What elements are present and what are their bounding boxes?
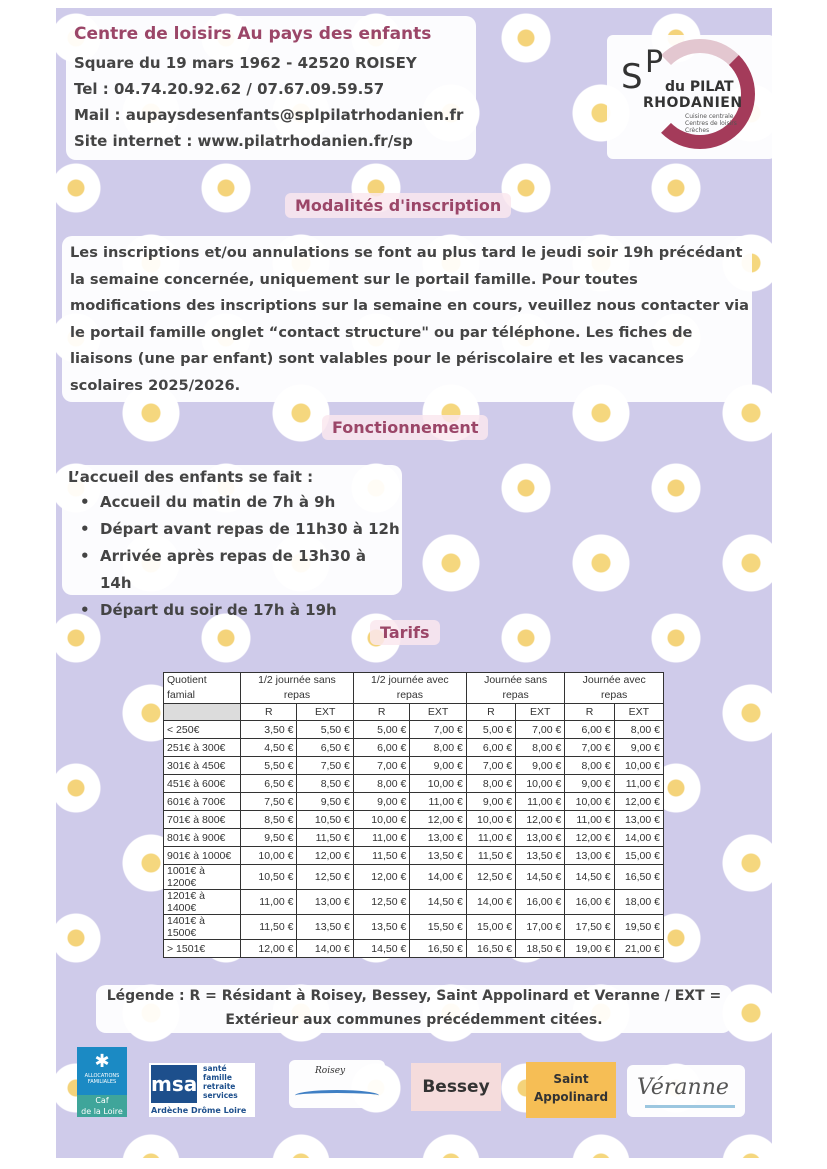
price-ext-cell: 18,50 € (516, 940, 565, 958)
header-ext: EXT (297, 704, 353, 721)
header-r: R (565, 704, 614, 721)
bullet-icon: • (80, 547, 90, 565)
price-ext-cell: 11,50 € (297, 829, 353, 847)
header-ext: EXT (410, 704, 466, 721)
spl-logo (607, 35, 775, 159)
veranne-logo (627, 1065, 745, 1117)
msa-word: santé (203, 1064, 227, 1073)
header-ext: EXT (614, 704, 663, 721)
price-r-cell: 11,50 € (241, 915, 297, 940)
logo-subtitle: Cuisine centrale Centres de loisirs Crèches (685, 113, 737, 134)
price-r-cell: 10,00 € (565, 793, 614, 811)
price-r-cell: 8,00 € (565, 757, 614, 775)
caf-name: Caf (95, 1096, 109, 1105)
price-ext-cell: 10,00 € (614, 757, 663, 775)
price-ext-cell: 14,50 € (410, 890, 466, 915)
price-r-cell: 6,50 € (241, 775, 297, 793)
price-ext-cell: 13,50 € (410, 847, 466, 865)
price-r-cell: 7,50 € (241, 793, 297, 811)
price-ext-cell: 16,50 € (614, 865, 663, 890)
price-ext-cell: 10,00 € (516, 775, 565, 793)
list-item-text: Arrivée après repas de 13h30 à 14h (100, 547, 366, 592)
price-r-cell: 16,50 € (466, 940, 515, 958)
price-ext-cell: 14,00 € (297, 940, 353, 958)
modalites-card (62, 236, 752, 402)
logo-letter-s: S (621, 57, 643, 97)
price-r-cell: 9,00 € (466, 793, 515, 811)
header-r: R (466, 704, 515, 721)
logo-letter-p: P (645, 45, 664, 80)
price-ext-cell: 7,00 € (410, 721, 466, 739)
caf-logo (77, 1047, 127, 1117)
msa-word: services (203, 1091, 238, 1100)
price-r-cell: 6,00 € (353, 739, 409, 757)
price-r-cell: 9,00 € (565, 775, 614, 793)
legend-line1: Légende : R = Résidant à Roisey, Bessey, Saint Appolinard et Veranne / EXT = (106, 988, 722, 1004)
price-r-cell: 11,00 € (353, 829, 409, 847)
price-ext-cell: 6,50 € (297, 739, 353, 757)
price-r-cell: 5,00 € (353, 721, 409, 739)
header-r: R (353, 704, 409, 721)
price-ext-cell: 16,50 € (410, 940, 466, 958)
msa-region: Ardèche Drôme Loire (151, 1106, 247, 1115)
msa-word: retraite (203, 1082, 236, 1091)
price-ext-cell: 13,50 € (297, 915, 353, 940)
caf-family-icon: ✱ (94, 1051, 110, 1072)
phone: Tel : 04.74.20.92.62 / 07.67.09.59.57 (74, 80, 385, 98)
table-row (164, 890, 664, 915)
center-title: Centre de loisirs Au pays des enfants (74, 24, 432, 44)
roisey-logo (289, 1060, 385, 1108)
header-group: Journée avec repas (565, 673, 664, 704)
price-ext-cell: 9,00 € (516, 757, 565, 775)
price-ext-cell: 16,00 € (516, 890, 565, 915)
price-ext-cell: 7,00 € (516, 721, 565, 739)
tarifs-title: Tarifs (370, 620, 440, 645)
quotient-cell: 1201€ à 1400€ (164, 890, 241, 915)
price-ext-cell: 8,50 € (297, 775, 353, 793)
header-group: 1/2 journée sans repas (241, 673, 354, 704)
price-r-cell: 19,00 € (565, 940, 614, 958)
price-r-cell: 11,00 € (241, 890, 297, 915)
price-r-cell: 12,50 € (353, 890, 409, 915)
price-ext-cell: 8,00 € (410, 739, 466, 757)
table-row (164, 847, 664, 865)
price-ext-cell: 13,50 € (516, 847, 565, 865)
tarifs-table (163, 672, 664, 958)
wave-icon (295, 1090, 379, 1101)
price-ext-cell: 19,50 € (614, 915, 663, 940)
price-r-cell: 14,50 € (565, 865, 614, 890)
price-ext-cell: 21,00 € (614, 940, 663, 958)
price-ext-cell: 10,50 € (297, 811, 353, 829)
price-r-cell: 10,00 € (241, 847, 297, 865)
header-group: Journée sans repas (466, 673, 565, 704)
price-ext-cell: 12,00 € (614, 793, 663, 811)
price-r-cell: 11,50 € (466, 847, 515, 865)
table-subheader-row (164, 704, 664, 721)
price-ext-cell: 18,00 € (614, 890, 663, 915)
price-ext-cell: 8,00 € (614, 721, 663, 739)
bullet-icon: • (80, 601, 90, 619)
price-ext-cell: 12,00 € (516, 811, 565, 829)
header-empty (164, 704, 241, 721)
price-r-cell: 6,00 € (466, 739, 515, 757)
table-row (164, 775, 664, 793)
price-ext-cell: 11,00 € (614, 775, 663, 793)
price-r-cell: 9,00 € (353, 793, 409, 811)
table-row (164, 865, 664, 890)
price-r-cell: 14,50 € (353, 940, 409, 958)
legend-card (96, 985, 732, 1033)
accueil-lead: L’accueil des enfants se fait : (68, 468, 314, 486)
quotient-cell: 1001€ à 1200€ (164, 865, 241, 890)
tarifs-body (164, 721, 664, 958)
fonctionnement-title: Fonctionnement (322, 415, 488, 440)
price-r-cell: 3,50 € (241, 721, 297, 739)
quotient-cell: 601€ à 700€ (164, 793, 241, 811)
list-item (80, 516, 402, 543)
quotient-cell: < 250€ (164, 721, 241, 739)
bullet-icon: • (80, 493, 90, 511)
price-r-cell: 8,00 € (466, 775, 515, 793)
price-r-cell: 12,50 € (466, 865, 515, 890)
price-ext-cell: 9,00 € (614, 739, 663, 757)
price-r-cell: 13,50 € (353, 915, 409, 940)
table-row (164, 721, 664, 739)
quotient-cell: 901€ à 1000€ (164, 847, 241, 865)
price-r-cell: 13,00 € (565, 847, 614, 865)
wave-icon (645, 1105, 735, 1108)
msa-logo (149, 1063, 255, 1117)
price-ext-cell: 13,00 € (297, 890, 353, 915)
quotient-cell: 701€ à 800€ (164, 811, 241, 829)
accueil-card (62, 465, 402, 619)
price-ext-cell: 7,50 € (297, 757, 353, 775)
price-ext-cell: 5,50 € (297, 721, 353, 739)
price-ext-cell: 11,00 € (410, 793, 466, 811)
quotient-cell: > 1501€ (164, 940, 241, 958)
price-r-cell: 12,00 € (353, 865, 409, 890)
caf-label: ALLOCATIONS FAMILIALES (84, 1073, 120, 1085)
address: Square du 19 mars 1962 - 42520 ROISEY (74, 54, 417, 72)
header-quotient: Quotient famial (164, 673, 241, 704)
price-ext-cell: 15,00 € (614, 847, 663, 865)
bullet-icon: • (80, 520, 90, 538)
price-ext-cell: 9,50 € (297, 793, 353, 811)
modalites-title: Modalités d'inscription (285, 193, 511, 218)
caf-bottom (77, 1095, 127, 1117)
header-ext: EXT (516, 704, 565, 721)
logo-line2: RHODANIEN (643, 95, 743, 111)
quotient-cell: 451€ à 600€ (164, 775, 241, 793)
price-ext-cell: 15,50 € (410, 915, 466, 940)
price-r-cell: 14,00 € (466, 890, 515, 915)
quotient-cell: 251€ à 300€ (164, 739, 241, 757)
price-ext-cell: 10,00 € (410, 775, 466, 793)
price-r-cell: 10,50 € (241, 865, 297, 890)
price-ext-cell: 12,50 € (297, 865, 353, 890)
price-r-cell: 16,00 € (565, 890, 614, 915)
list-item-text: Départ du soir de 17h à 19h (100, 601, 337, 619)
price-ext-cell: 14,00 € (410, 865, 466, 890)
price-r-cell: 11,50 € (353, 847, 409, 865)
price-r-cell: 7,00 € (353, 757, 409, 775)
table-row (164, 915, 664, 940)
table-row (164, 811, 664, 829)
list-item (80, 489, 402, 516)
price-r-cell: 8,00 € (353, 775, 409, 793)
table-header-row (164, 673, 664, 704)
bessey-logo: Bessey (411, 1063, 501, 1111)
price-r-cell: 11,00 € (565, 811, 614, 829)
list-item-text: Départ avant repas de 11h30 à 12h (100, 520, 400, 538)
price-r-cell: 6,00 € (565, 721, 614, 739)
price-ext-cell: 14,00 € (614, 829, 663, 847)
logo-line1: du PILAT (665, 79, 734, 95)
price-r-cell: 5,50 € (241, 757, 297, 775)
price-ext-cell: 12,00 € (297, 847, 353, 865)
price-ext-cell: 13,00 € (410, 829, 466, 847)
price-r-cell: 7,00 € (565, 739, 614, 757)
price-r-cell: 4,50 € (241, 739, 297, 757)
header-r: R (241, 704, 297, 721)
price-ext-cell: 13,00 € (516, 829, 565, 847)
header-group: 1/2 journée avec repas (353, 673, 466, 704)
table-row (164, 757, 664, 775)
contact-card (66, 16, 476, 160)
price-ext-cell: 9,00 € (410, 757, 466, 775)
price-r-cell: 5,00 € (466, 721, 515, 739)
table-row (164, 739, 664, 757)
accueil-list (62, 489, 402, 624)
modalites-text: Les inscriptions et/ou annulations se font au plus tard le jeudi soir 19h précédant la semaine concernée, uniquement sur le portail famille. Pour toutes modifications des inscriptions sur la semaine en cours, veuillez nous contacter via le portail famille onglet “contact structure" ou par téléphone. Les fiches de liaisons (une par enfant) sont valables pour le périscolaire et les vacances scolaires 2025/2026. (70, 244, 749, 394)
price-r-cell: 8,50 € (241, 811, 297, 829)
saint-appolinard-logo (526, 1062, 616, 1118)
quotient-cell: 301€ à 450€ (164, 757, 241, 775)
list-item (80, 543, 402, 597)
price-ext-cell: 8,00 € (516, 739, 565, 757)
veranne-label: Véranne (637, 1075, 729, 1100)
price-ext-cell: 13,00 € (614, 811, 663, 829)
appolinard-line1: Saint (553, 1072, 589, 1086)
quotient-cell: 801€ à 900€ (164, 829, 241, 847)
msa-words (203, 1064, 238, 1100)
caf-region: de la Loire (81, 1107, 123, 1116)
appolinard-line2: Appolinard (533, 1090, 609, 1104)
msa-mark-icon: msa (151, 1065, 197, 1103)
price-ext-cell: 17,00 € (516, 915, 565, 940)
price-r-cell: 12,00 € (241, 940, 297, 958)
price-r-cell: 17,50 € (565, 915, 614, 940)
price-r-cell: 11,00 € (466, 829, 515, 847)
list-item (80, 597, 402, 624)
price-r-cell: 7,00 € (466, 757, 515, 775)
table-row (164, 829, 664, 847)
quotient-cell: 1401€ à 1500€ (164, 915, 241, 940)
price-ext-cell: 12,00 € (410, 811, 466, 829)
price-ext-cell: 11,00 € (516, 793, 565, 811)
table-row (164, 940, 664, 958)
legend-line2: Extérieur aux communes précédemment citées. (225, 1012, 603, 1028)
table-row (164, 793, 664, 811)
price-r-cell: 10,00 € (466, 811, 515, 829)
price-r-cell: 12,00 € (565, 829, 614, 847)
list-item-text: Accueil du matin de 7h à 9h (100, 493, 336, 511)
roisey-label: Roisey (315, 1066, 346, 1076)
msa-word: famille (203, 1073, 232, 1082)
website[interactable]: Site internet : www.pilatrhodanien.fr/sp (74, 132, 413, 150)
price-ext-cell: 14,50 € (516, 865, 565, 890)
email[interactable]: Mail : aupaysdesenfants@splpilatrhodanien.fr (74, 106, 464, 124)
price-r-cell: 15,00 € (466, 915, 515, 940)
price-r-cell: 9,50 € (241, 829, 297, 847)
price-r-cell: 10,00 € (353, 811, 409, 829)
